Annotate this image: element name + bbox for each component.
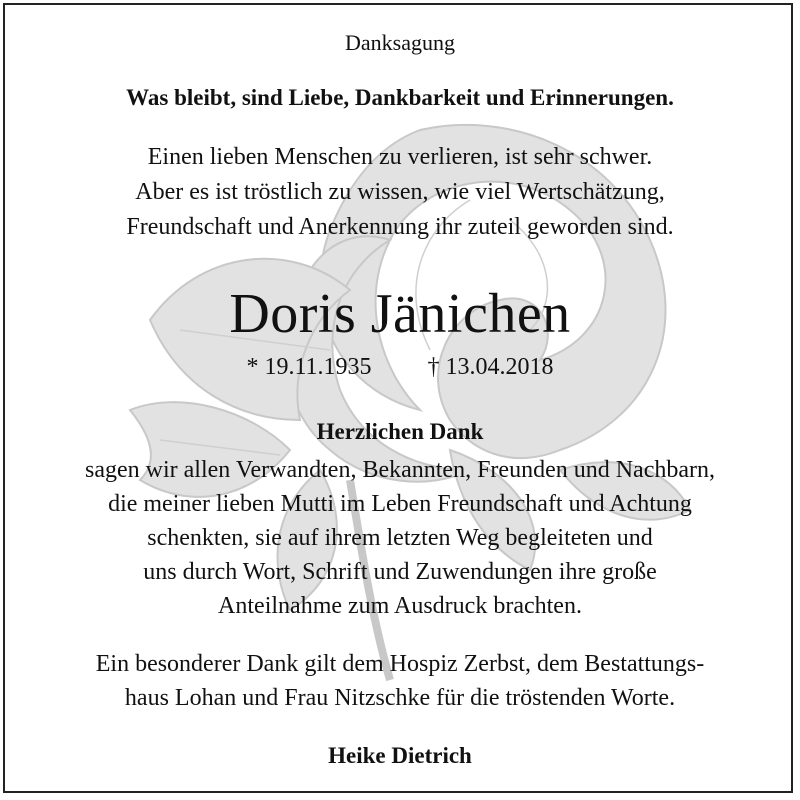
deceased-name: Doris Jänichen bbox=[229, 283, 571, 345]
heading-danksagung: Danksagung bbox=[345, 30, 455, 55]
death-date: † 13.04.2018 bbox=[427, 354, 554, 380]
intro-line: Aber es ist tröstlich zu wissen, wie viel Wertschätzung, bbox=[135, 179, 665, 205]
intro-line: Freundschaft und Anerkennung ihr zuteil geworden sind. bbox=[126, 214, 674, 240]
signature: Heike Dietrich bbox=[328, 743, 472, 768]
intro-line: Einen lieben Menschen zu verlieren, ist sehr schwer. bbox=[147, 144, 653, 170]
thanks-line: die meiner lieben Mutti im Leben Freundschaft und Achtung bbox=[108, 491, 692, 517]
birth-date: * 19.11.1935 bbox=[246, 354, 372, 380]
special-thanks-line: haus Lohan und Frau Nitzschke für die tröstenden Worte. bbox=[124, 685, 676, 711]
thanks-paragraph bbox=[0, 453, 800, 623]
thanks-line: uns durch Wort, Schrift und Zuwendungen ihre große bbox=[143, 559, 657, 585]
special-thanks-line: Ein besonderer Dank gilt dem Hospiz Zerbst, dem Bestattungs- bbox=[95, 651, 705, 677]
thanks-line: schenkten, sie auf ihrem letzten Weg begleiteten und bbox=[147, 525, 653, 551]
intro-paragraph bbox=[0, 140, 800, 245]
special-thanks-paragraph bbox=[0, 647, 800, 715]
thanks-line: Anteilnahme zum Ausdruck brachten. bbox=[218, 593, 582, 619]
thanks-line: sagen wir allen Verwandten, Bekannten, Freunden und Nachbarn, bbox=[84, 457, 716, 483]
life-dates bbox=[0, 354, 800, 381]
motto-line: Was bleibt, sind Liebe, Dankbarkeit und Erinnerungen. bbox=[126, 85, 674, 110]
thanks-title: Herzlichen Dank bbox=[316, 419, 484, 444]
